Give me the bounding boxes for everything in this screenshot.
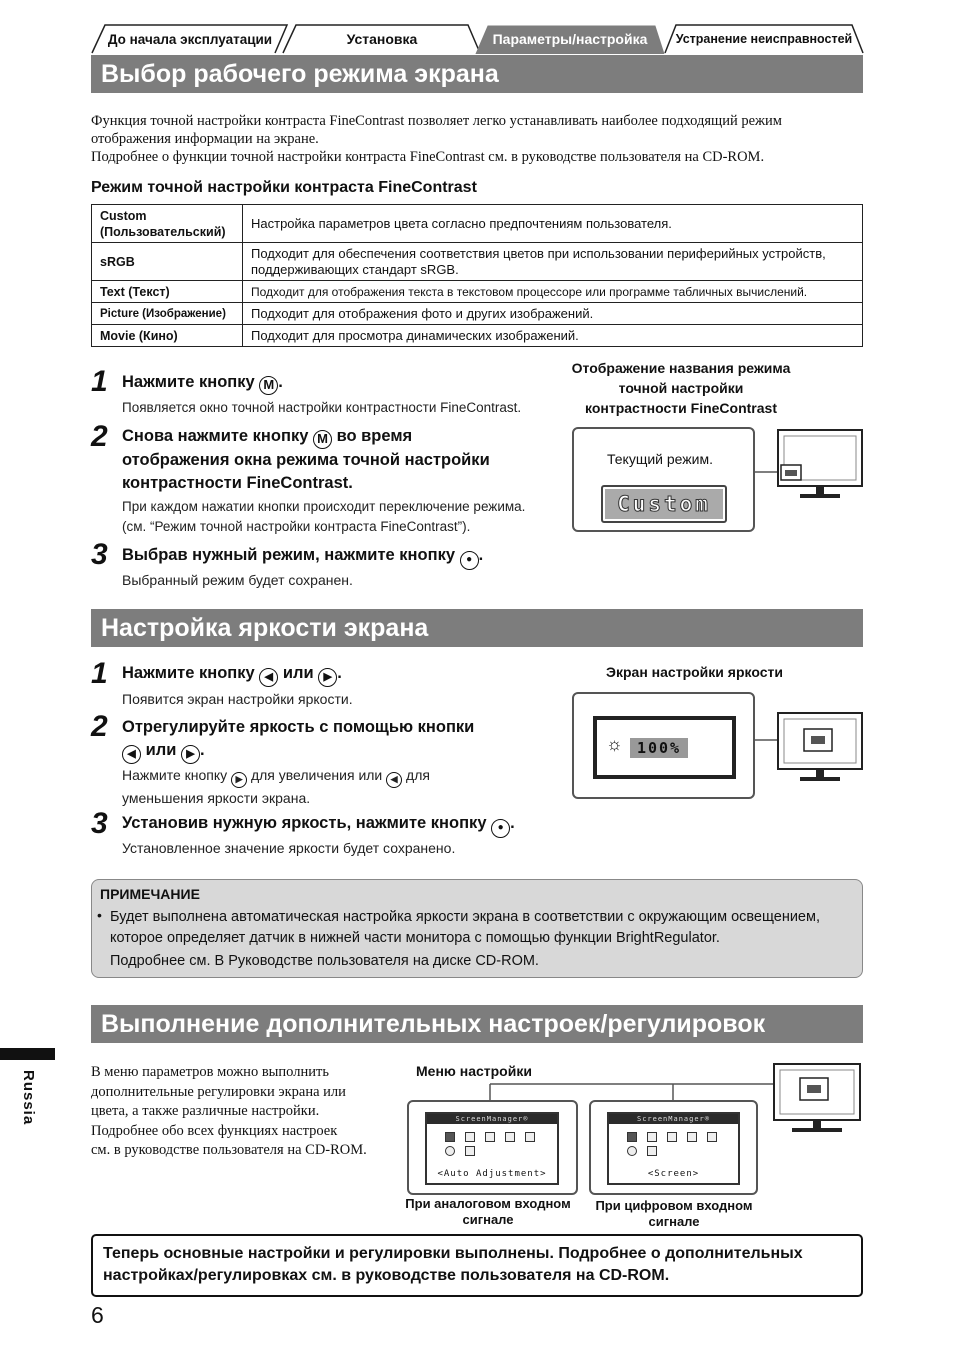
step-heading-text: Установив нужную яркость, нажмите кнопку [122, 814, 487, 832]
brightness-panel [572, 692, 755, 799]
step-body-text: (см. “Режим точной настройки контраста FineContrast”). [122, 519, 471, 534]
step-body-text: уменьшения яркости экрана. [122, 790, 311, 806]
step-heading [122, 425, 562, 495]
step-heading: Нажмите кнопку ◀ или ▶ . [122, 662, 342, 687]
enter-button-icon: ● [491, 819, 510, 838]
tab-setup[interactable] [282, 24, 482, 54]
table-row [92, 243, 863, 281]
step-body-text: Нажмите кнопку [122, 767, 228, 783]
menu-title: ScreenManager® [427, 1114, 557, 1124]
step-body-text: для [406, 767, 430, 783]
section-title-text: Выполнение дополнительных настроек/регулировок [101, 1009, 766, 1038]
menu-icon [627, 1132, 637, 1142]
step-body [122, 497, 525, 537]
tab-label: До начала эксплуатации [107, 31, 273, 47]
tab-troubleshooting[interactable] [664, 24, 864, 54]
sun-icon: ☼ [606, 734, 623, 754]
menu-icon [687, 1132, 697, 1142]
menu-title: ScreenManager® [609, 1114, 738, 1124]
table-row [92, 303, 863, 325]
menu-icon [465, 1146, 475, 1156]
summary-text: Теперь основные настройки и регулировки выполнены. Подробнее о дополнительных настройках/регулировках см. в руководстве пользователя на CD-ROM. [103, 1245, 803, 1284]
step-heading-text: Отрегулируйте яркость с помощью кнопки [122, 718, 475, 736]
step-heading-text: или [145, 741, 177, 759]
analog-menu-panel [407, 1100, 578, 1195]
mode-name: Movie (Кино) [92, 325, 243, 347]
mode-button-icon: M [313, 430, 332, 449]
analog-caption [400, 1196, 576, 1228]
left-arrow-button-icon: ◀ [386, 772, 402, 788]
step-body: Установленное значение яркости будет сохранено. [122, 840, 456, 856]
bullet: • [97, 907, 102, 923]
table-row [92, 281, 863, 303]
menu-icon [485, 1132, 495, 1142]
note-text [110, 907, 860, 972]
note-line: которое определяет датчик в нижней части монитора с помощью функции BrightRegulator. [110, 930, 720, 946]
right-arrow-button-icon: ▶ [318, 668, 337, 687]
brightness-value: 100% [630, 738, 688, 758]
section-title-text: Выбор рабочего режима экрана [101, 59, 499, 88]
step-heading: Выбрав нужный режим, нажмите кнопку ● . [122, 544, 483, 570]
note-line: Подробнее см. В Руководстве пользователя на диске CD-ROM. [110, 953, 539, 969]
note-line: Будет выполнена автоматическая настройка яркости экрана в соответствии с окружающим освещением, [110, 909, 820, 925]
step-heading: Установив нужную яркость, нажмите кнопку ● . [122, 812, 515, 838]
monitor-icon [754, 711, 864, 783]
step-body: Выбранный режим будет сохранен. [122, 572, 353, 588]
caption-text: сигнале [648, 1214, 700, 1229]
section-title [91, 1005, 863, 1043]
caption-text: точной настройки [618, 380, 744, 396]
step-heading [122, 371, 283, 395]
tab-settings[interactable] [475, 24, 665, 54]
language-marker [0, 1048, 55, 1060]
right-arrow-button-icon: ▶ [231, 772, 247, 788]
menu-caption: Меню настройки [416, 1063, 532, 1079]
step-heading-text: . [278, 373, 283, 391]
step-heading-text: Нажмите кнопку [122, 373, 255, 391]
step-heading-text: Нажмите кнопку [122, 664, 255, 682]
caption-text: Отображение названия режима [571, 360, 791, 376]
menu-selected-item: <Auto Adjustment> [437, 1169, 547, 1179]
step-heading-text: Выбрав нужный режим, нажмите кнопку [122, 546, 455, 564]
text-line: см. в руководстве пользователя на CD-ROM. [91, 1142, 367, 1158]
mode-name: Text (Текст) [92, 281, 243, 303]
caption-text: При цифровом входном [595, 1198, 753, 1213]
text-line: Подробнее обо всех функциях настроек [91, 1122, 338, 1139]
digital-menu-panel [589, 1100, 758, 1195]
step-number: 3 [91, 807, 108, 840]
menu-icon [627, 1146, 637, 1156]
step-body [122, 765, 542, 808]
table-row [92, 205, 863, 243]
menu-icon [667, 1132, 677, 1142]
menu-icon [505, 1132, 515, 1142]
screenmanager-analog [425, 1112, 559, 1185]
note-box [91, 879, 863, 978]
step-number: 2 [91, 420, 108, 453]
mode-desc: Подходит для обеспечения соответствия цветов при использовании периферийных устройств, поддерживающих стандарт sRGB. [243, 243, 863, 281]
summary-box [91, 1234, 863, 1297]
page-number: 6 [91, 1302, 104, 1328]
step-body: Появляется окно точной настройки контрастности FineContrast. [122, 400, 522, 415]
monitor-icon [754, 428, 864, 500]
figure-caption [551, 358, 811, 418]
menu-icon [465, 1132, 475, 1142]
mode-desc: Настройка параметров цвета согласно предпочтениям пользователя. [243, 205, 863, 243]
mode-display-panel [572, 427, 755, 532]
section-title [91, 609, 863, 647]
section3-text [91, 1063, 411, 1161]
current-mode-box [601, 485, 727, 523]
text-line: цвета, а также различные настройки. [91, 1103, 320, 1119]
table-row [92, 325, 863, 347]
monitor-icon [772, 1062, 862, 1134]
step-heading-text: отображения окна режима точной настройки [122, 451, 490, 469]
mode-desc: Подходит для отображения текста в текстовом процессоре или программе табличных вычислений. [243, 281, 863, 303]
tab-label: Установка [346, 31, 418, 47]
right-arrow-button-icon: ▶ [181, 745, 200, 764]
tab-before-use[interactable] [91, 24, 289, 54]
figure-caption: Экран настройки яркости [606, 664, 783, 680]
menu-icon [647, 1132, 657, 1142]
enter-button-icon: ● [460, 551, 479, 570]
step-heading-text: или [282, 664, 314, 682]
menu-icon [445, 1146, 455, 1156]
language-label: Russia [20, 1070, 37, 1126]
mode-name: Custom (Пользовательский) [92, 205, 243, 243]
menu-icon [525, 1132, 535, 1142]
step-body-text: При каждом нажатии кнопки происходит переключение режима. [122, 499, 526, 514]
menu-selected-item: <Screen> [647, 1169, 700, 1179]
intro-text: Функция точной настройки контраста FineContrast позволяет легко устанавливать наиболее подходящий режим отображения информации на экране. [91, 113, 782, 147]
step-heading: Отрегулируйте яркость с помощью кнопки ◀ или ▶ . [122, 716, 552, 764]
step-body-text: для увеличения или [250, 767, 383, 783]
tab-label: Устранение неисправностей [675, 32, 853, 46]
mode-desc: Подходит для просмотра динамических изображений. [243, 325, 863, 347]
section-title-text: Настройка яркости экрана [101, 613, 429, 642]
table-title: Режим точной настройки контраста FineContrast [91, 179, 477, 196]
digital-caption [585, 1198, 763, 1230]
brightness-screen [593, 716, 736, 779]
step-number: 1 [91, 657, 108, 690]
left-arrow-button-icon: ◀ [259, 668, 278, 687]
menu-icon [647, 1146, 657, 1156]
mode-desc: Подходит для отображения фото и других изображений. [243, 303, 863, 325]
screenmanager-digital [607, 1112, 740, 1185]
current-mode-value: Custom [605, 489, 723, 519]
note-title: ПРИМЕЧАНИЕ [100, 886, 200, 902]
modes-table [91, 204, 863, 347]
step-body: Появится экран настройки яркости. [122, 691, 353, 707]
connector-lines [480, 1082, 810, 1102]
current-mode-label: Текущий режим. [607, 451, 713, 467]
step-number: 3 [91, 538, 108, 571]
step-heading-text: во время [336, 427, 413, 445]
caption-text: сигнале [462, 1212, 514, 1227]
step-heading-text: контрастности FineContrast. [122, 474, 353, 492]
menu-icon [707, 1132, 717, 1142]
step-heading-text: Снова нажмите кнопку [122, 427, 309, 445]
step-number: 2 [91, 710, 108, 743]
step-number: 1 [91, 365, 108, 398]
caption-text: При аналоговом входном [405, 1196, 571, 1211]
mode-name: Picture (Изображение) [92, 303, 243, 325]
mode-button-icon: M [259, 376, 278, 395]
text-line: дополнительные регулировки экрана или [91, 1083, 346, 1100]
caption-text: контрастности FineContrast [585, 400, 777, 416]
intro-text: Подробнее о функции точной настройки контраста FineContrast см. в руководстве пользователя на CD-ROM. [91, 149, 765, 165]
section-title [91, 55, 863, 93]
text-line: В меню параметров можно выполнить [91, 1064, 329, 1080]
menu-icon [445, 1132, 455, 1142]
tab-label: Параметры/настройка [492, 31, 648, 47]
intro-paragraph [91, 112, 863, 166]
mode-name: sRGB [92, 243, 243, 281]
left-arrow-button-icon: ◀ [122, 745, 141, 764]
